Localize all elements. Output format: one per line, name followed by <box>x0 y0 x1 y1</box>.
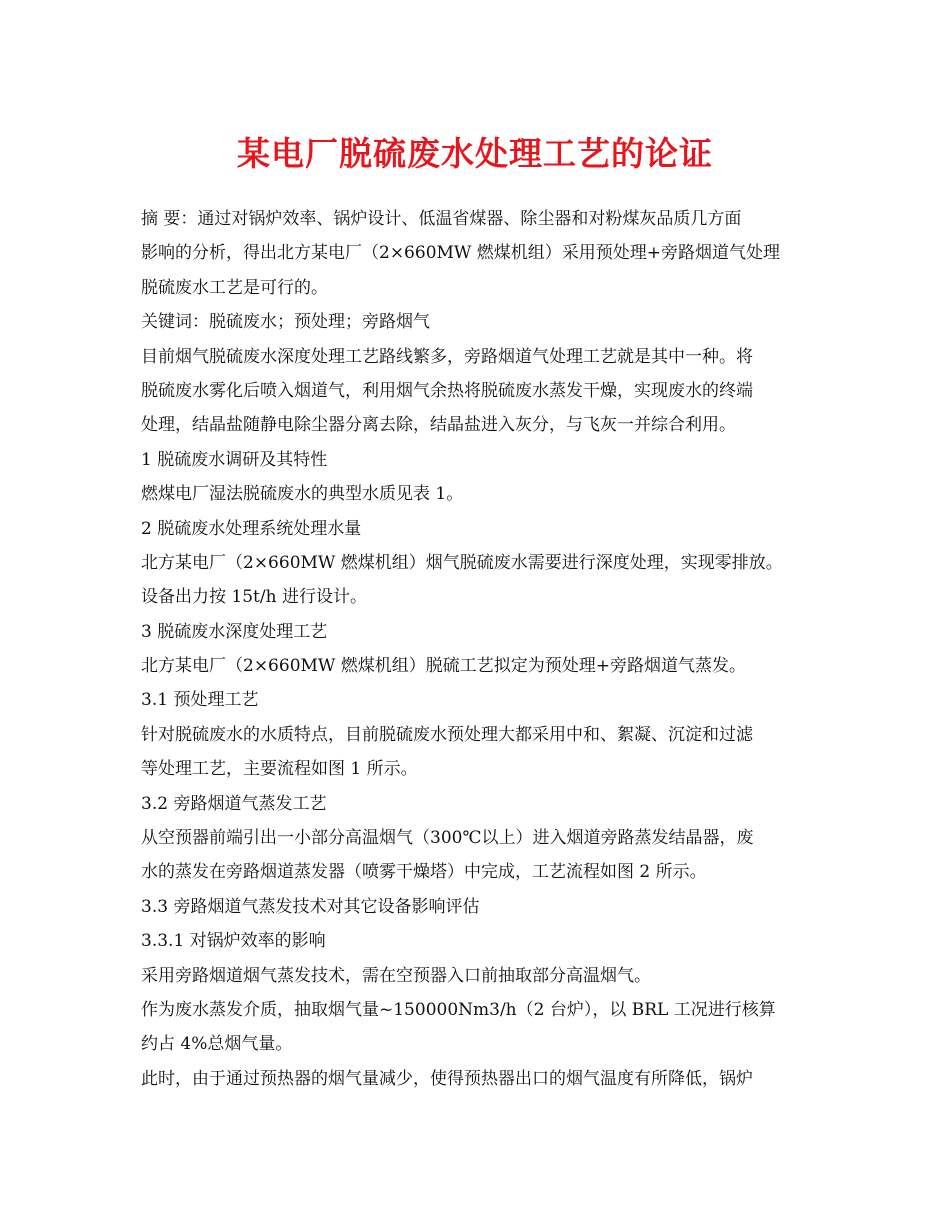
text-line: 从空预器前端引出一小部分高温烟气（300℃以上）进入烟道旁路蒸发结晶器，废 <box>141 828 754 849</box>
section-heading: 3 脱硫废水深度处理工艺 <box>141 621 328 642</box>
text-line: 水的蒸发在旁路烟道蒸发器（喷雾干燥塔）中完成，工艺流程如图 2 所示。 <box>141 862 707 883</box>
text-line: 等处理工艺，主要流程如图 1 所示。 <box>141 759 418 780</box>
text-line: 北方某电厂（2×660MW 燃煤机组）烟气脱硫废水需要进行深度处理，实现零排放。 <box>141 552 783 573</box>
text-line: 关键词：脱硫废水；预处理；旁路烟气 <box>141 312 430 333</box>
text-line: 针对脱硫废水的水质特点，目前脱硫废水预处理大都采用中和、絮凝、沉淀和过滤 <box>141 724 753 745</box>
section-heading: 3.3.1 对锅炉效率的影响 <box>141 931 326 952</box>
text-line: 北方某电厂（2×660MW 燃煤机组）脱硫工艺拟定为预处理+旁路烟道气蒸发。 <box>141 656 747 677</box>
text-line: 作为废水蒸发介质，抽取烟气量~150000Nm3/h（2 台炉），以 BRL 工况进行核算 <box>141 999 776 1020</box>
text-line: 脱硫废水工艺是可行的。 <box>141 277 328 298</box>
document-body <box>141 202 821 1096</box>
page-title: 某电厂脱硫废水处理工艺的论证 <box>237 134 713 173</box>
section-heading: 2 脱硫废水处理系统处理水量 <box>141 518 362 539</box>
text-line: 摘 要：通过对锅炉效率、锅炉设计、低温省煤器、除尘器和对粉煤灰品质几方面 <box>141 209 742 229</box>
text-line: 影响的分析，得出北方某电厂（2×660MW 燃煤机组）采用预处理+旁路烟道气处理 <box>141 243 781 264</box>
text-line: 燃煤电厂湿法脱硫废水的典型水质见表 1。 <box>141 484 464 505</box>
text-line: 目前烟气脱硫废水深度处理工艺路线繁多，旁路烟道气处理工艺就是其中一种。将 <box>141 346 753 367</box>
section-heading: 3.2 旁路烟道气蒸发工艺 <box>141 793 327 814</box>
text-line: 此时，由于通过预热器的烟气量减少，使得预热器出口的烟气温度有所降低，锅炉 <box>141 1068 753 1089</box>
text-line: 设备出力按 15t/h 进行设计。 <box>141 587 367 608</box>
section-heading: 3.1 预处理工艺 <box>141 690 259 711</box>
section-heading: 3.3 旁路烟道气蒸发技术对其它设备影响评估 <box>141 896 480 917</box>
text-line: 脱硫废水雾化后喷入烟道气，利用烟气余热将脱硫废水蒸发干燥，实现废水的终端 <box>141 380 753 401</box>
text-line: 约占 4%总烟气量。 <box>141 1034 293 1055</box>
text-line: 采用旁路烟道烟气蒸发技术，需在空预器入口前抽取部分高温烟气。 <box>141 965 651 986</box>
text-line: 处理，结晶盐随静电除尘器分离去除，结晶盐进入灰分，与飞灰一并综合利用。 <box>141 415 736 436</box>
section-heading: 1 脱硫废水调研及其特性 <box>141 449 328 470</box>
